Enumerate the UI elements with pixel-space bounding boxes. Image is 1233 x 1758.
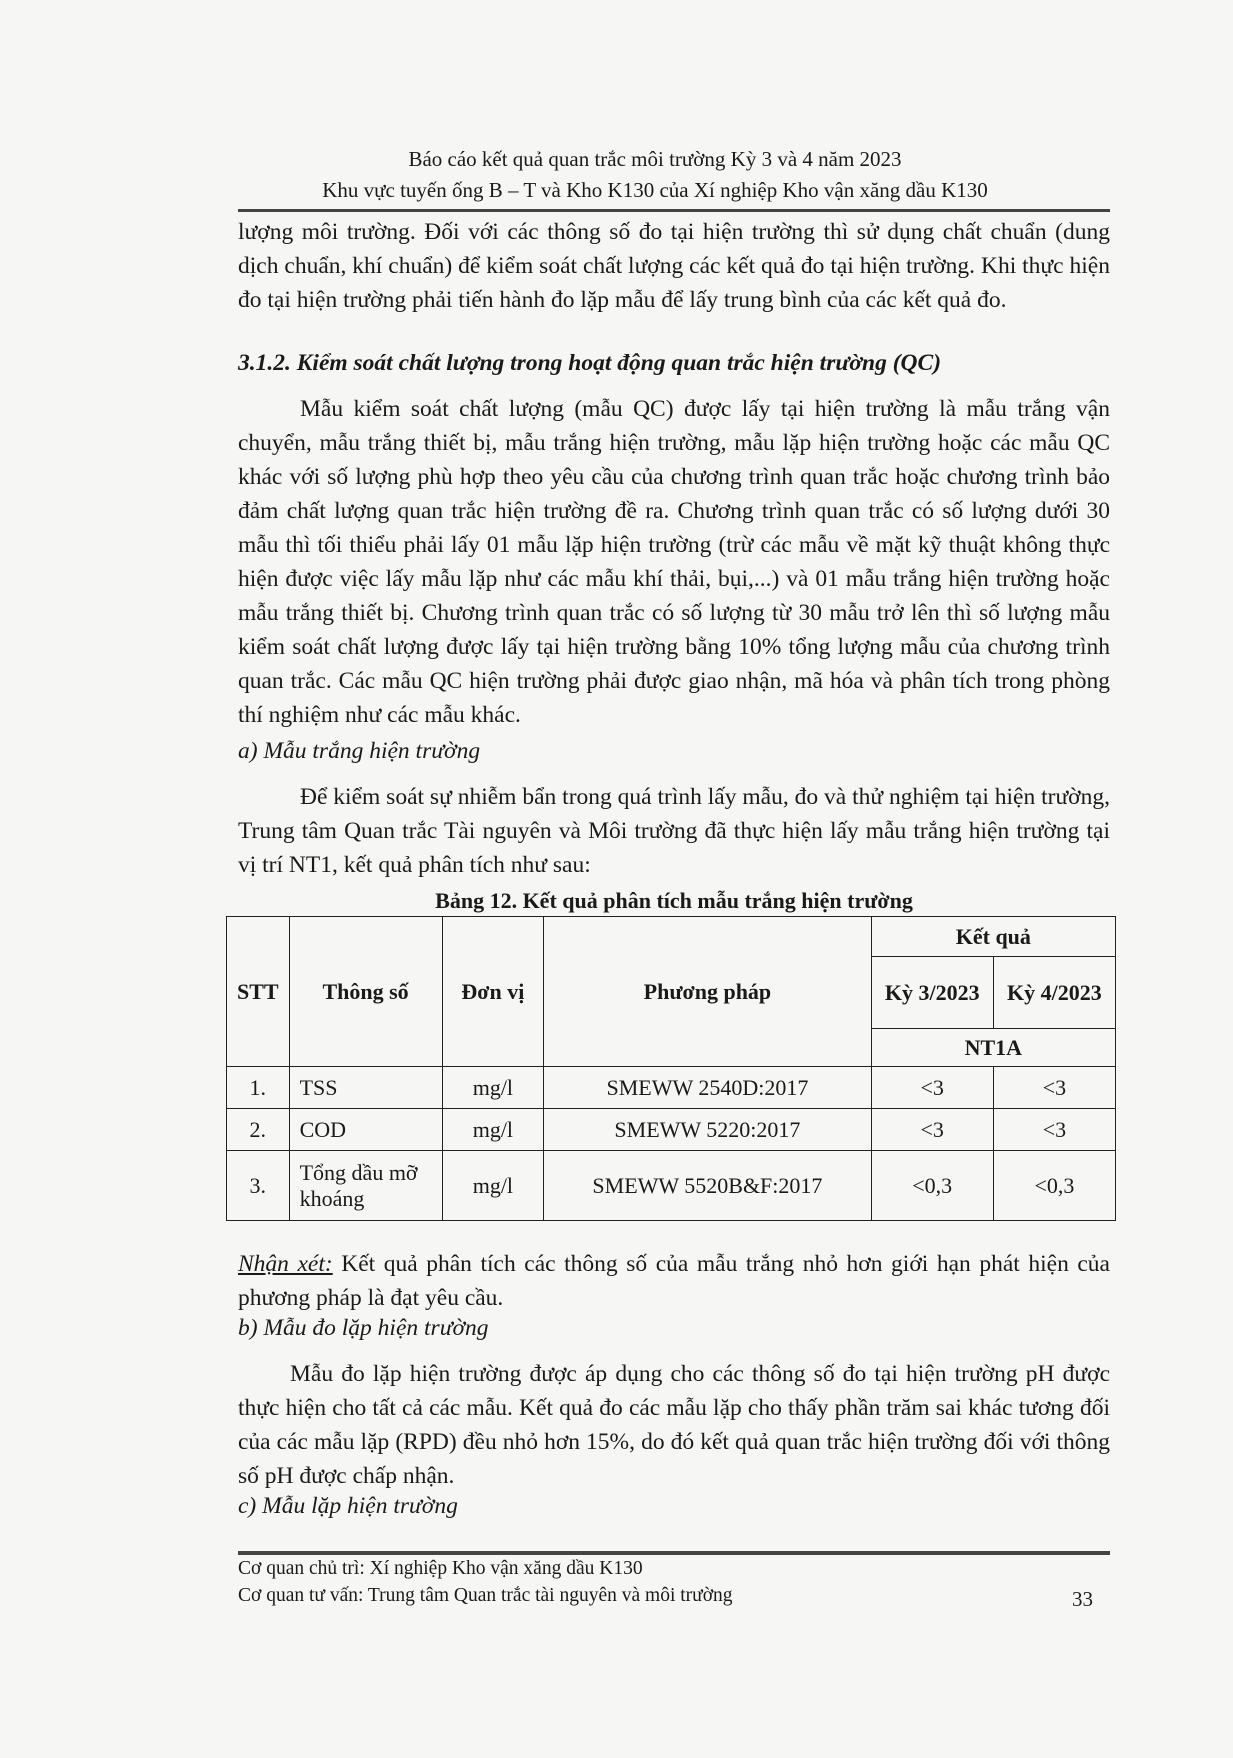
col-header-stt: STT — [227, 917, 290, 1067]
footer-consultant: Cơ quan tư vấn: Trung tâm Quan trắc tài nguyên và môi trường — [238, 1585, 733, 1606]
remark-label: Nhận xét: — [238, 1251, 333, 1277]
cell-k3: <0,3 — [871, 1151, 993, 1221]
table-row — [227, 1151, 1116, 1221]
table-row — [227, 1109, 1116, 1151]
cell-k3: <3 — [871, 1067, 993, 1109]
col-header-location: NT1A — [871, 1029, 1115, 1067]
cell-k3: <3 — [871, 1109, 993, 1151]
header-title: Báo cáo kết quả quan trắc môi trường Kỳ 3 và 4 năm 2023 — [408, 147, 902, 171]
col-header-param: Thông số — [289, 917, 442, 1067]
remark-text: Kết quả phân tích các thông số của mẫu trắng nhỏ hơn giới hạn phát hiện của phương pháp là đạt yêu cầu. — [238, 1251, 1110, 1311]
subheading-c: c) Mẫu lặp hiện trường — [238, 1493, 458, 1519]
cell-param: Tổng dầu mỡ khoáng — [289, 1151, 442, 1221]
cell-method: SMEWW 2540D:2017 — [544, 1067, 871, 1109]
col-header-unit: Đơn vị — [442, 917, 544, 1067]
paragraph-qc: Mẫu kiểm soát chất lượng (mẫu QC) được lấy tại hiện trường là mẫu trắng vận chuyển, mẫu trắng thiết bị, mẫu trắng hiện trường, mẫu lặp hiện trường hoặc các mẫu QC khác với số lượng phù hợp theo yêu cầu của chương trình quan trắc hoặc chương trình bảo đảm chất lượng quan trắc hiện trường đề ra. Chương trình quan trắc có số lượng dưới 30 mẫu thì tối thiểu phải lấy 01 mẫu lặp hiện trường (trừ các mẫu về mặt kỹ thuật không thực hiện được việc lấy mẫu lặp như các mẫu khí thải, bụi,...) và 01 mẫu trắng hiện trường hoặc mẫu trắng thiết bị. Chương trình quan trắc có số lượng từ 30 mẫu trở lên thì số lượng mẫu kiểm soát chất lượng được lấy tại hiện trường bằng 10% tổng lượng mẫu của chương trình quan trắc. Các mẫu QC hiện trường phải được giao nhận, mã hóa và phân tích trong phòng thí nghiệm như các mẫu khác. — [238, 396, 1110, 728]
header-subtitle: Khu vực tuyến ống B – T và Kho K130 của Xí nghiệp Kho vận xăng dầu K130 — [322, 178, 988, 202]
cell-k4: <3 — [993, 1109, 1115, 1151]
results-table — [226, 916, 1116, 1221]
subheading-b: b) Mẫu đo lặp hiện trường — [238, 1315, 489, 1341]
section-heading-3-1-2: 3.1.2. Kiểm soát chất lượng trong hoạt động quan trắc hiện trường (QC) — [238, 350, 942, 376]
cell-unit: mg/l — [442, 1109, 544, 1151]
cell-k4: <3 — [993, 1067, 1115, 1109]
cell-param: COD — [289, 1109, 442, 1151]
cell-stt: 1. — [227, 1067, 290, 1109]
page-number: 33 — [1072, 1587, 1093, 1611]
footer-rule — [238, 1551, 1110, 1555]
col-header-k4: Kỳ 4/2023 — [993, 957, 1115, 1029]
cell-stt: 3. — [227, 1151, 290, 1221]
cell-param: TSS — [289, 1067, 442, 1109]
col-header-result: Kết quả — [871, 917, 1115, 957]
paragraph-field-duplicate: Mẫu đo lặp hiện trường được áp dụng cho các thông số đo tại hiện trường pH được thực hiện cho tất cả các mẫu. Kết quả đo các mẫu lặp cho thấy phần trăm sai khác tương đối của các mẫu lặp (RPD) đều nhỏ hơn 15%, do đó kết quả quan trắc hiện trường đối với thông số pH được chấp nhận. — [238, 1361, 1110, 1489]
col-header-method: Phương pháp — [544, 917, 871, 1067]
col-header-k3: Kỳ 3/2023 — [871, 957, 993, 1029]
paragraph-intro: lượng môi trường. Đối với các thông số đo tại hiện trường thì sử dụng chất chuẩn (dung dịch chuẩn, khí chuẩn) để kiểm soát chất lượng các kết quả đo tại hiện trường. Khi thực hiện đo tại hiện trường phải tiến hành đo lặp mẫu để lấy trung bình của các kết quả đo. — [238, 219, 1110, 313]
cell-method: SMEWW 5220:2017 — [544, 1109, 871, 1151]
table-caption: Bảng 12. Kết quả phân tích mẫu trắng hiện trường — [435, 888, 913, 913]
paragraph-field-blank: Để kiểm soát sự nhiễm bẩn trong quá trình lấy mẫu, đo và thử nghiệm tại hiện trường, Trung tâm Quan trắc Tài nguyên và Môi trường đã thực hiện lấy mẫu trắng hiện trường tại vị trí NT1, kết quả phân tích như sau: — [238, 784, 1110, 878]
cell-unit: mg/l — [442, 1151, 544, 1221]
footer-host-agency: Cơ quan chủ trì: Xí nghiệp Kho vận xăng dầu K130 — [238, 1558, 643, 1579]
header-rule — [238, 209, 1110, 212]
cell-k4: <0,3 — [993, 1151, 1115, 1221]
table-row — [227, 1067, 1116, 1109]
subheading-a: a) Mẫu trắng hiện trường — [238, 738, 481, 764]
cell-stt: 2. — [227, 1109, 290, 1151]
cell-unit: mg/l — [442, 1067, 544, 1109]
remark-paragraph — [238, 1247, 1110, 1315]
cell-method: SMEWW 5520B&F:2017 — [544, 1151, 871, 1221]
